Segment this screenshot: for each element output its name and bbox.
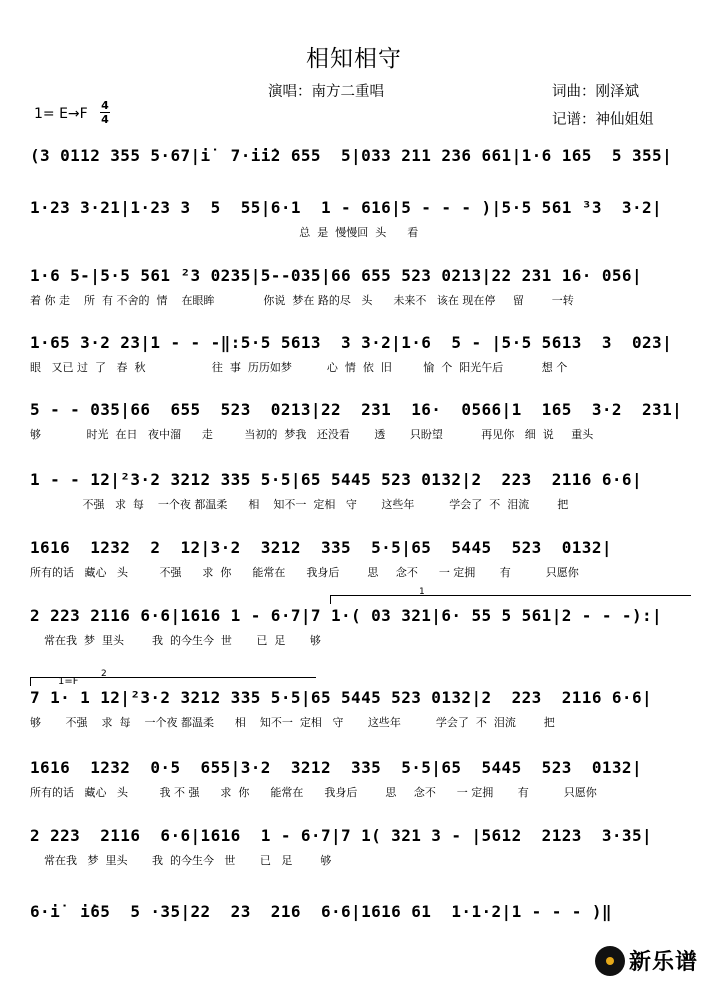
lyrics-row: 够 不强 求 每 一个夜 都温柔 相 知不一 定相 守 这些年 学会了 不 泪流 把 [30,716,555,729]
time-signature [100,100,110,125]
brand-logo-text: 新乐谱 [628,950,698,975]
lyrics-row: 所有的话 藏心 头 我 不 强 求 你 能常在 我身后 思 念不 一 定拥 有 只愿你 [30,786,597,799]
lyrics-row: 常在我 梦 里头 我 的今生今 世 已 足 够 [30,634,321,647]
lyrics-row: 常在我 梦 里头 我 的今生今 世 已 足 够 [30,854,332,867]
notation-row: 2 223 2116 6·6|1616 1 - 6·7|7 1·( 03 321|6· 55 5 561|2 - - -):| [30,606,663,625]
lyrics-row: 不强 求 每 一个夜 都温柔 相 知不一 定相 守 这些年 学会了 不 泪流 把 [30,498,569,511]
notation-row: 7 1· 1 12|²3·2 3212 335 5·5|65 5445 523 0132|2 223 2116 6·6| [30,688,653,707]
notation-row: 1616 1232 0·5 655|3·2 3212 335 5·5|65 5445 523 0132| [30,758,643,777]
lyrics-row: 总 是 慢慢回 头 看 [30,226,419,239]
notation-row: 5 - - 035|66 655 523 0213|22 231 16· 0566|1 165 3·2 231| [30,400,683,419]
first-ending-bracket [330,587,691,604]
brand-logo [595,945,698,976]
lyrics-row: 眼 又已 过 了 春 秋 往 事 历历如梦 心 情 依 旧 愉 个 阳光午后 想 个 [30,361,568,374]
singer-label: 演唱：南方二重唱 [268,84,384,100]
notation-row: 1 - - 12|²3·2 3212 335 5·5|65 5445 523 0132|2 223 2116 6·6| [30,470,643,489]
notation-row: 2 223 2116 6·6|1616 1 - 6·7|7 1( 321 3 - |5612 2123 3·35| [30,826,653,845]
notation-row: 6·i̇ i̇65 5 ·35|22 23 216 6·6|1616 61 1·1·2|1 - - - )‖ [30,902,612,921]
lyrics-row: 所有的话 藏心 头 不强 求 你 能常在 我身后 思 念不 一 定拥 有 只愿你 [30,566,579,579]
notation-row: 1·6 5-|5·5 561 ²3 0235|5--035|66 655 523 0213|22 231 16· 056| [30,266,643,285]
key-signature: 1= E→F [34,106,88,122]
notation-row: 1616 1232 2 12|3·2 3212 335 5·5|65 5445 523 0132| [30,538,612,557]
first-ending-number: 1 [419,587,425,597]
vinyl-disc-icon [595,946,625,976]
lyricist-composer-label: 词曲：刚泽斌 [552,84,639,100]
lyrics-row: 着 你 走 所 有 不舍的 情 在眼眸 你说 梦在 路的尽 头 未来不 该在 现在停 留 一转 [30,294,574,307]
notation-row: 1·23 3·21|1·23 3 5 55|6·1 1 - 616|5 - - - )|5·5 561 ³3 3·2| [30,198,663,217]
second-ending-number: 2 [101,669,107,679]
lyrics-row: 够 时光 在日 夜中溜 走 当初的 梦我 还没看 透 只盼望 再见你 细 说 重头 [30,428,594,441]
time-signature-top: 4 [101,99,109,112]
time-signature-bottom: 4 [101,113,109,126]
modulation-key: 1=F [58,676,79,687]
song-title: 相知相守 [306,46,402,72]
transcriber-label: 记谱：神仙姐姐 [552,112,654,128]
notation-row: 1·65 3·2 23|1 - - -‖:5·5 5613 3 3·2|1·6 5 - |5·5 5613 3 023| [30,333,673,352]
notation-row: (3 0112 355 5·67|i̇ 7·i̇i̇2 655 5|033 211 236 661|1·6 165 5 355| [30,146,673,165]
